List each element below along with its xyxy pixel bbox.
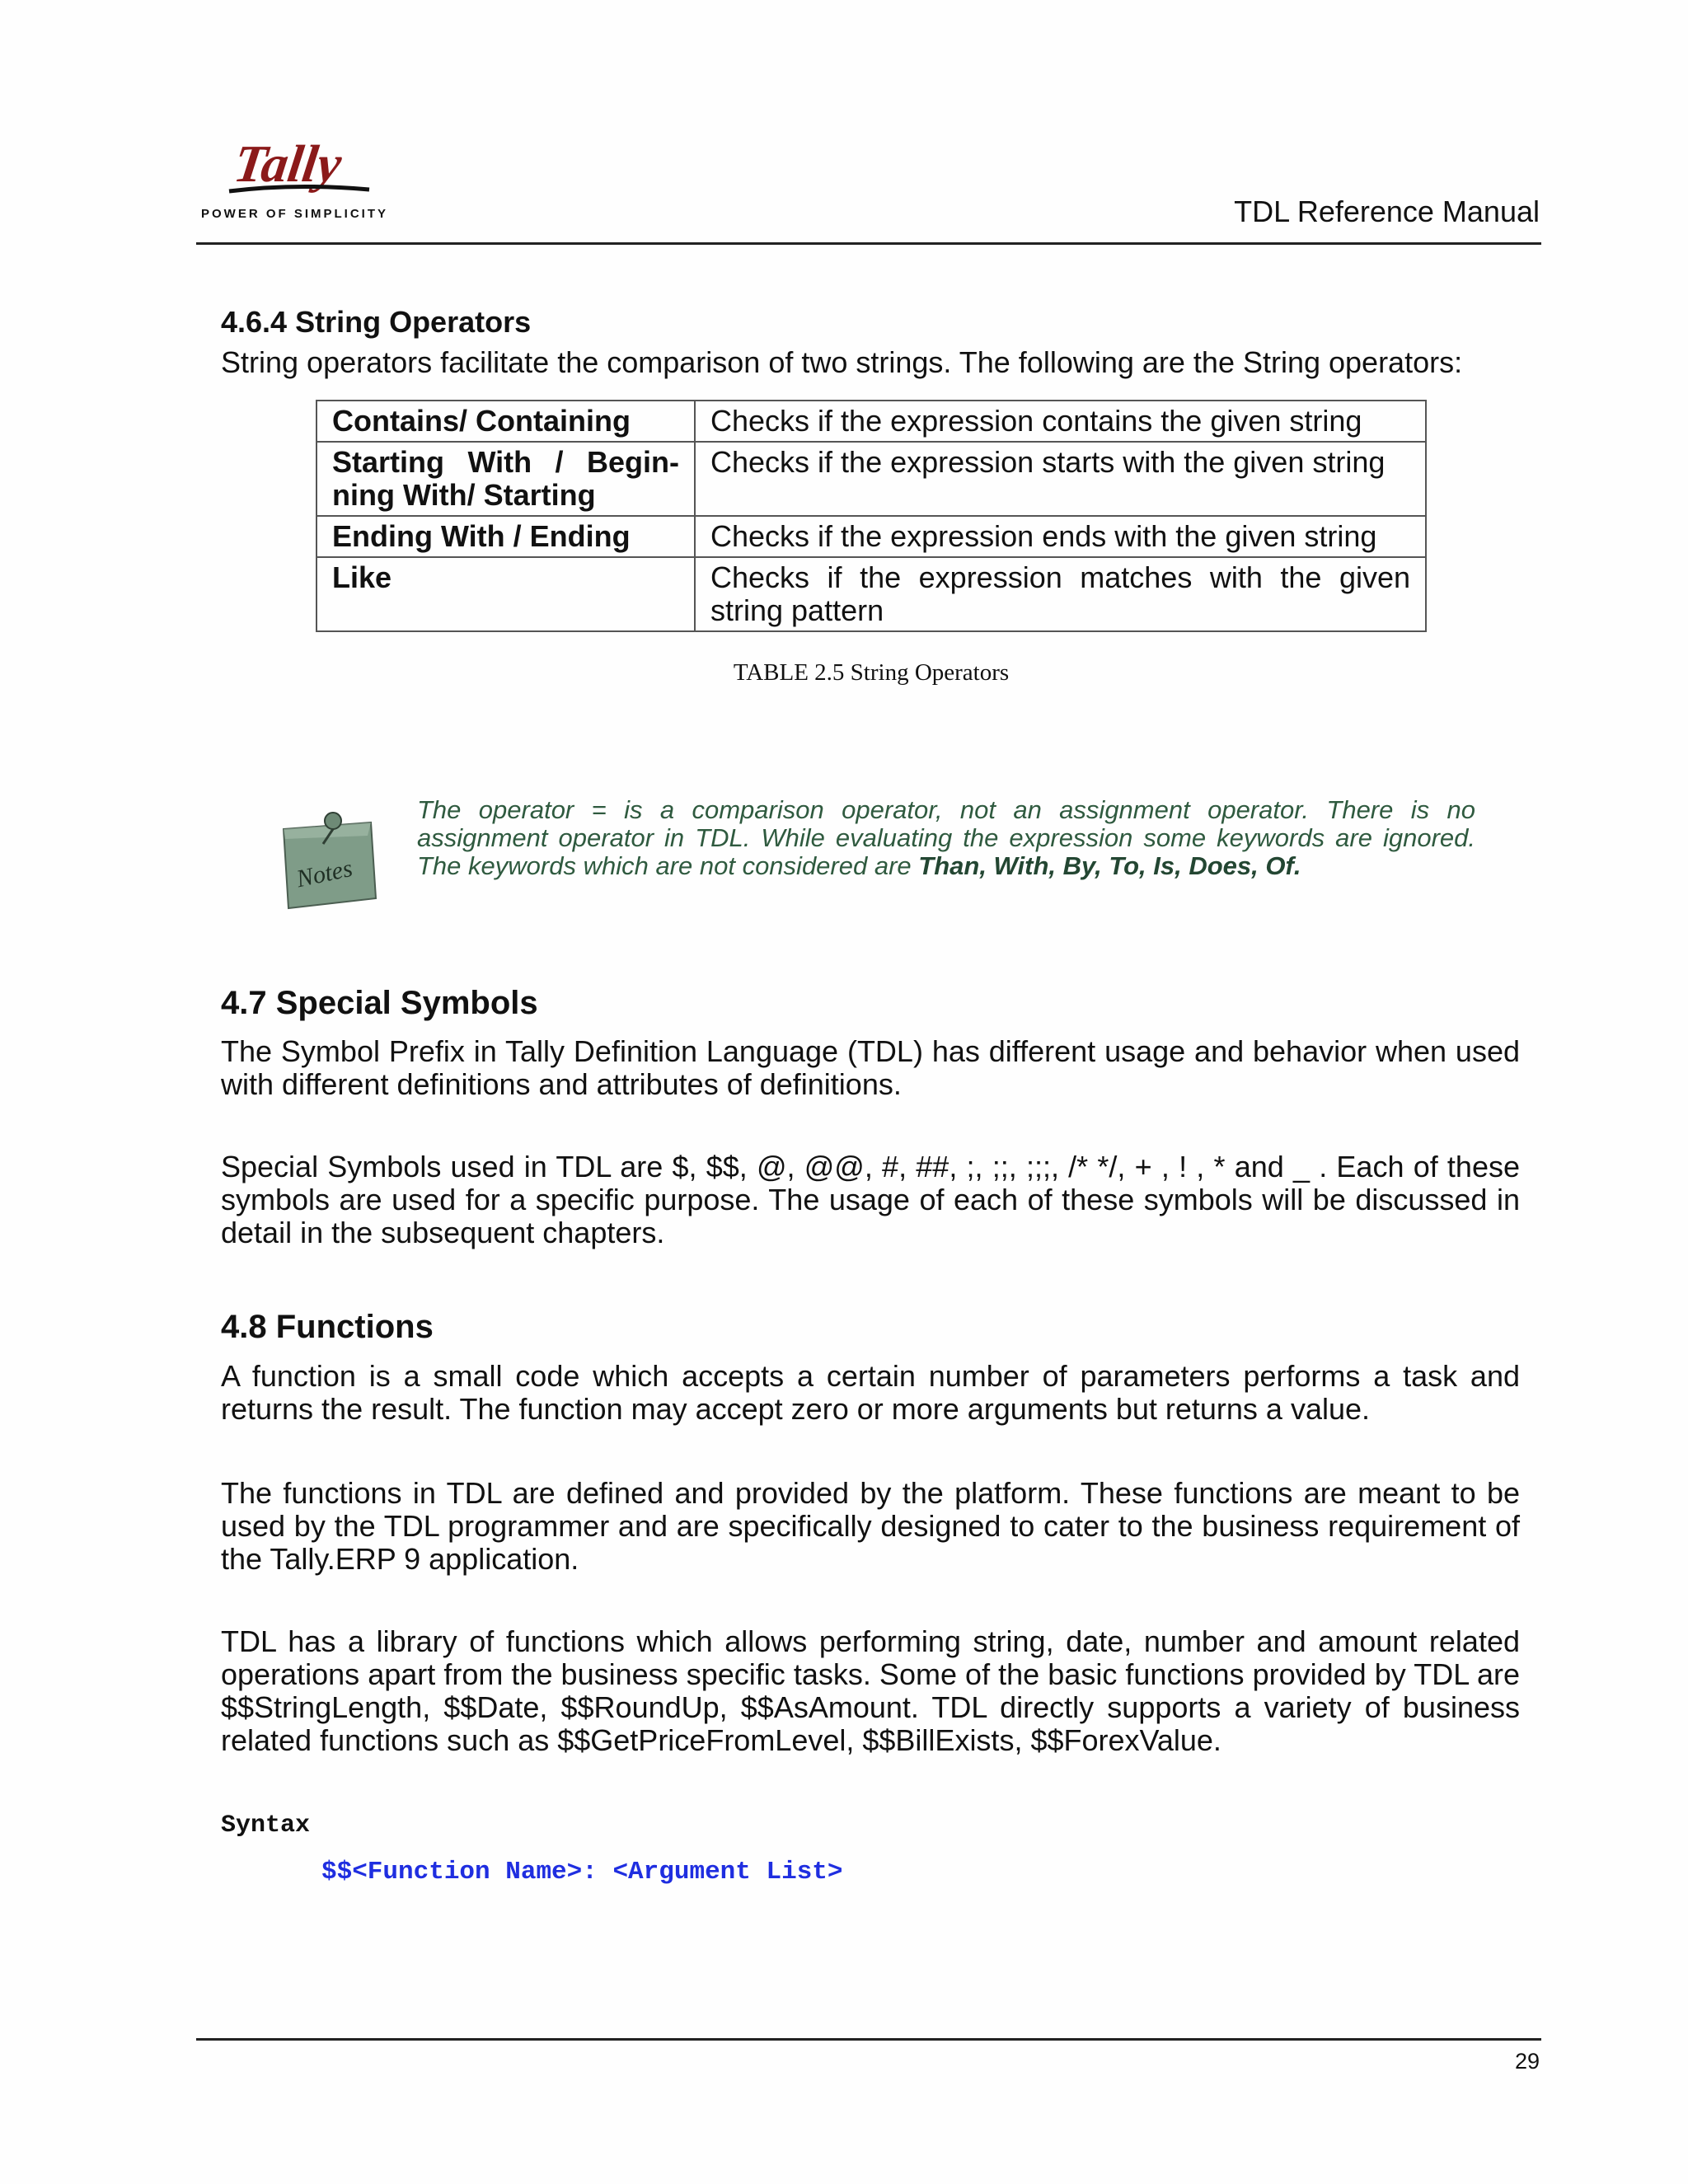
special-symbols-para-1: The Symbol Prefix in Tally Definition Language (TDL) has different usage and behavior when used with different definitions and attributes of definitions.	[221, 1034, 1520, 1101]
page-number: 29	[1514, 2049, 1540, 2074]
notes-pushpin-icon	[274, 806, 381, 913]
string-operators-table	[316, 400, 1427, 632]
footer-divider	[196, 2038, 1541, 2041]
operator-cell: Like	[316, 557, 695, 631]
description-cell: Checks if the expression starts with the given string	[695, 442, 1426, 516]
table-caption: TABLE 2.5 String Operators	[733, 659, 1010, 686]
notes-body: The operator = is a comparison operator, not an assignment operator. There is no assignment operator in TDL. While evaluating the expression some keywords are ignored. The keywords which are not considered are	[417, 795, 1475, 880]
section-heading-special-symbols: 4.7 Special Symbols	[221, 985, 538, 1021]
operator-cell: Ending With / Ending	[316, 516, 695, 557]
special-symbols-para-2: Special Symbols used in TDL are $, $$, @, @@, #, ##, ;, ;;, ;;;, /* */, + , ! , * and _ . Each of these symbols are used for a specific purpose. The usage of each of these symbols will be discussed in detail in the subsequent chapters.	[221, 1150, 1520, 1249]
notes-icon	[274, 806, 381, 913]
header-title: TDL Reference Manual	[1234, 194, 1540, 228]
description-cell: Checks if the expression contains the given string	[695, 401, 1426, 442]
tally-logo	[196, 132, 394, 231]
syntax-code: $$<Function Name>: <Argument List>	[321, 1858, 843, 1886]
table-row	[316, 557, 1426, 631]
tally-logo-graphic	[196, 132, 394, 231]
operator-cell: Starting With / Begin-ning With/ Starting	[316, 442, 695, 516]
functions-para-1: A function is a small code which accepts a certain number of parameters performs a task and returns the result. The function may accept zero or more arguments but returns a value.	[221, 1359, 1520, 1426]
table-row	[316, 401, 1426, 442]
functions-para-2: The functions in TDL are defined and provided by the platform. These functions are meant to be used by the TDL programmer and are specifically designed to cater to the business requirement of the Tally.ERP 9 application.	[221, 1476, 1520, 1576]
section-heading-string-operators: 4.6.4 String Operators	[221, 305, 532, 339]
notes-keywords: Than, With, By, To, Is, Does, Of.	[918, 851, 1301, 880]
description-cell: Checks if the expression ends with the given string	[695, 516, 1426, 557]
table-row	[316, 442, 1426, 516]
header-divider	[196, 242, 1541, 245]
functions-para-3: TDL has a library of functions which allows performing string, date, number and amount related operations apart from the business specific tasks. Some of the basic functions provided by TDL are $$StringLength, $$Date, $$RoundUp, $$AsAmount. TDL directly supports a variety of business related functions such as $$GetPriceFromLevel, $$BillExists, $$ForexValue.	[221, 1624, 1520, 1757]
notes-text	[417, 796, 1475, 880]
section-heading-functions: 4.8 Functions	[221, 1309, 434, 1345]
logo-wordmark: Tally	[230, 134, 345, 193]
logo-tagline: POWER OF SIMPLICITY	[201, 207, 389, 221]
syntax-label: Syntax	[221, 1811, 311, 1840]
string-operators-intro: String operators facilitate the comparison of two strings. The following are the String operators:	[221, 345, 1463, 379]
operator-cell: Contains/ Containing	[316, 401, 695, 442]
notes-icon-label: Notes	[293, 854, 355, 893]
description-cell: Checks if the expression matches with the given string pattern	[695, 557, 1426, 631]
table-row	[316, 516, 1426, 557]
